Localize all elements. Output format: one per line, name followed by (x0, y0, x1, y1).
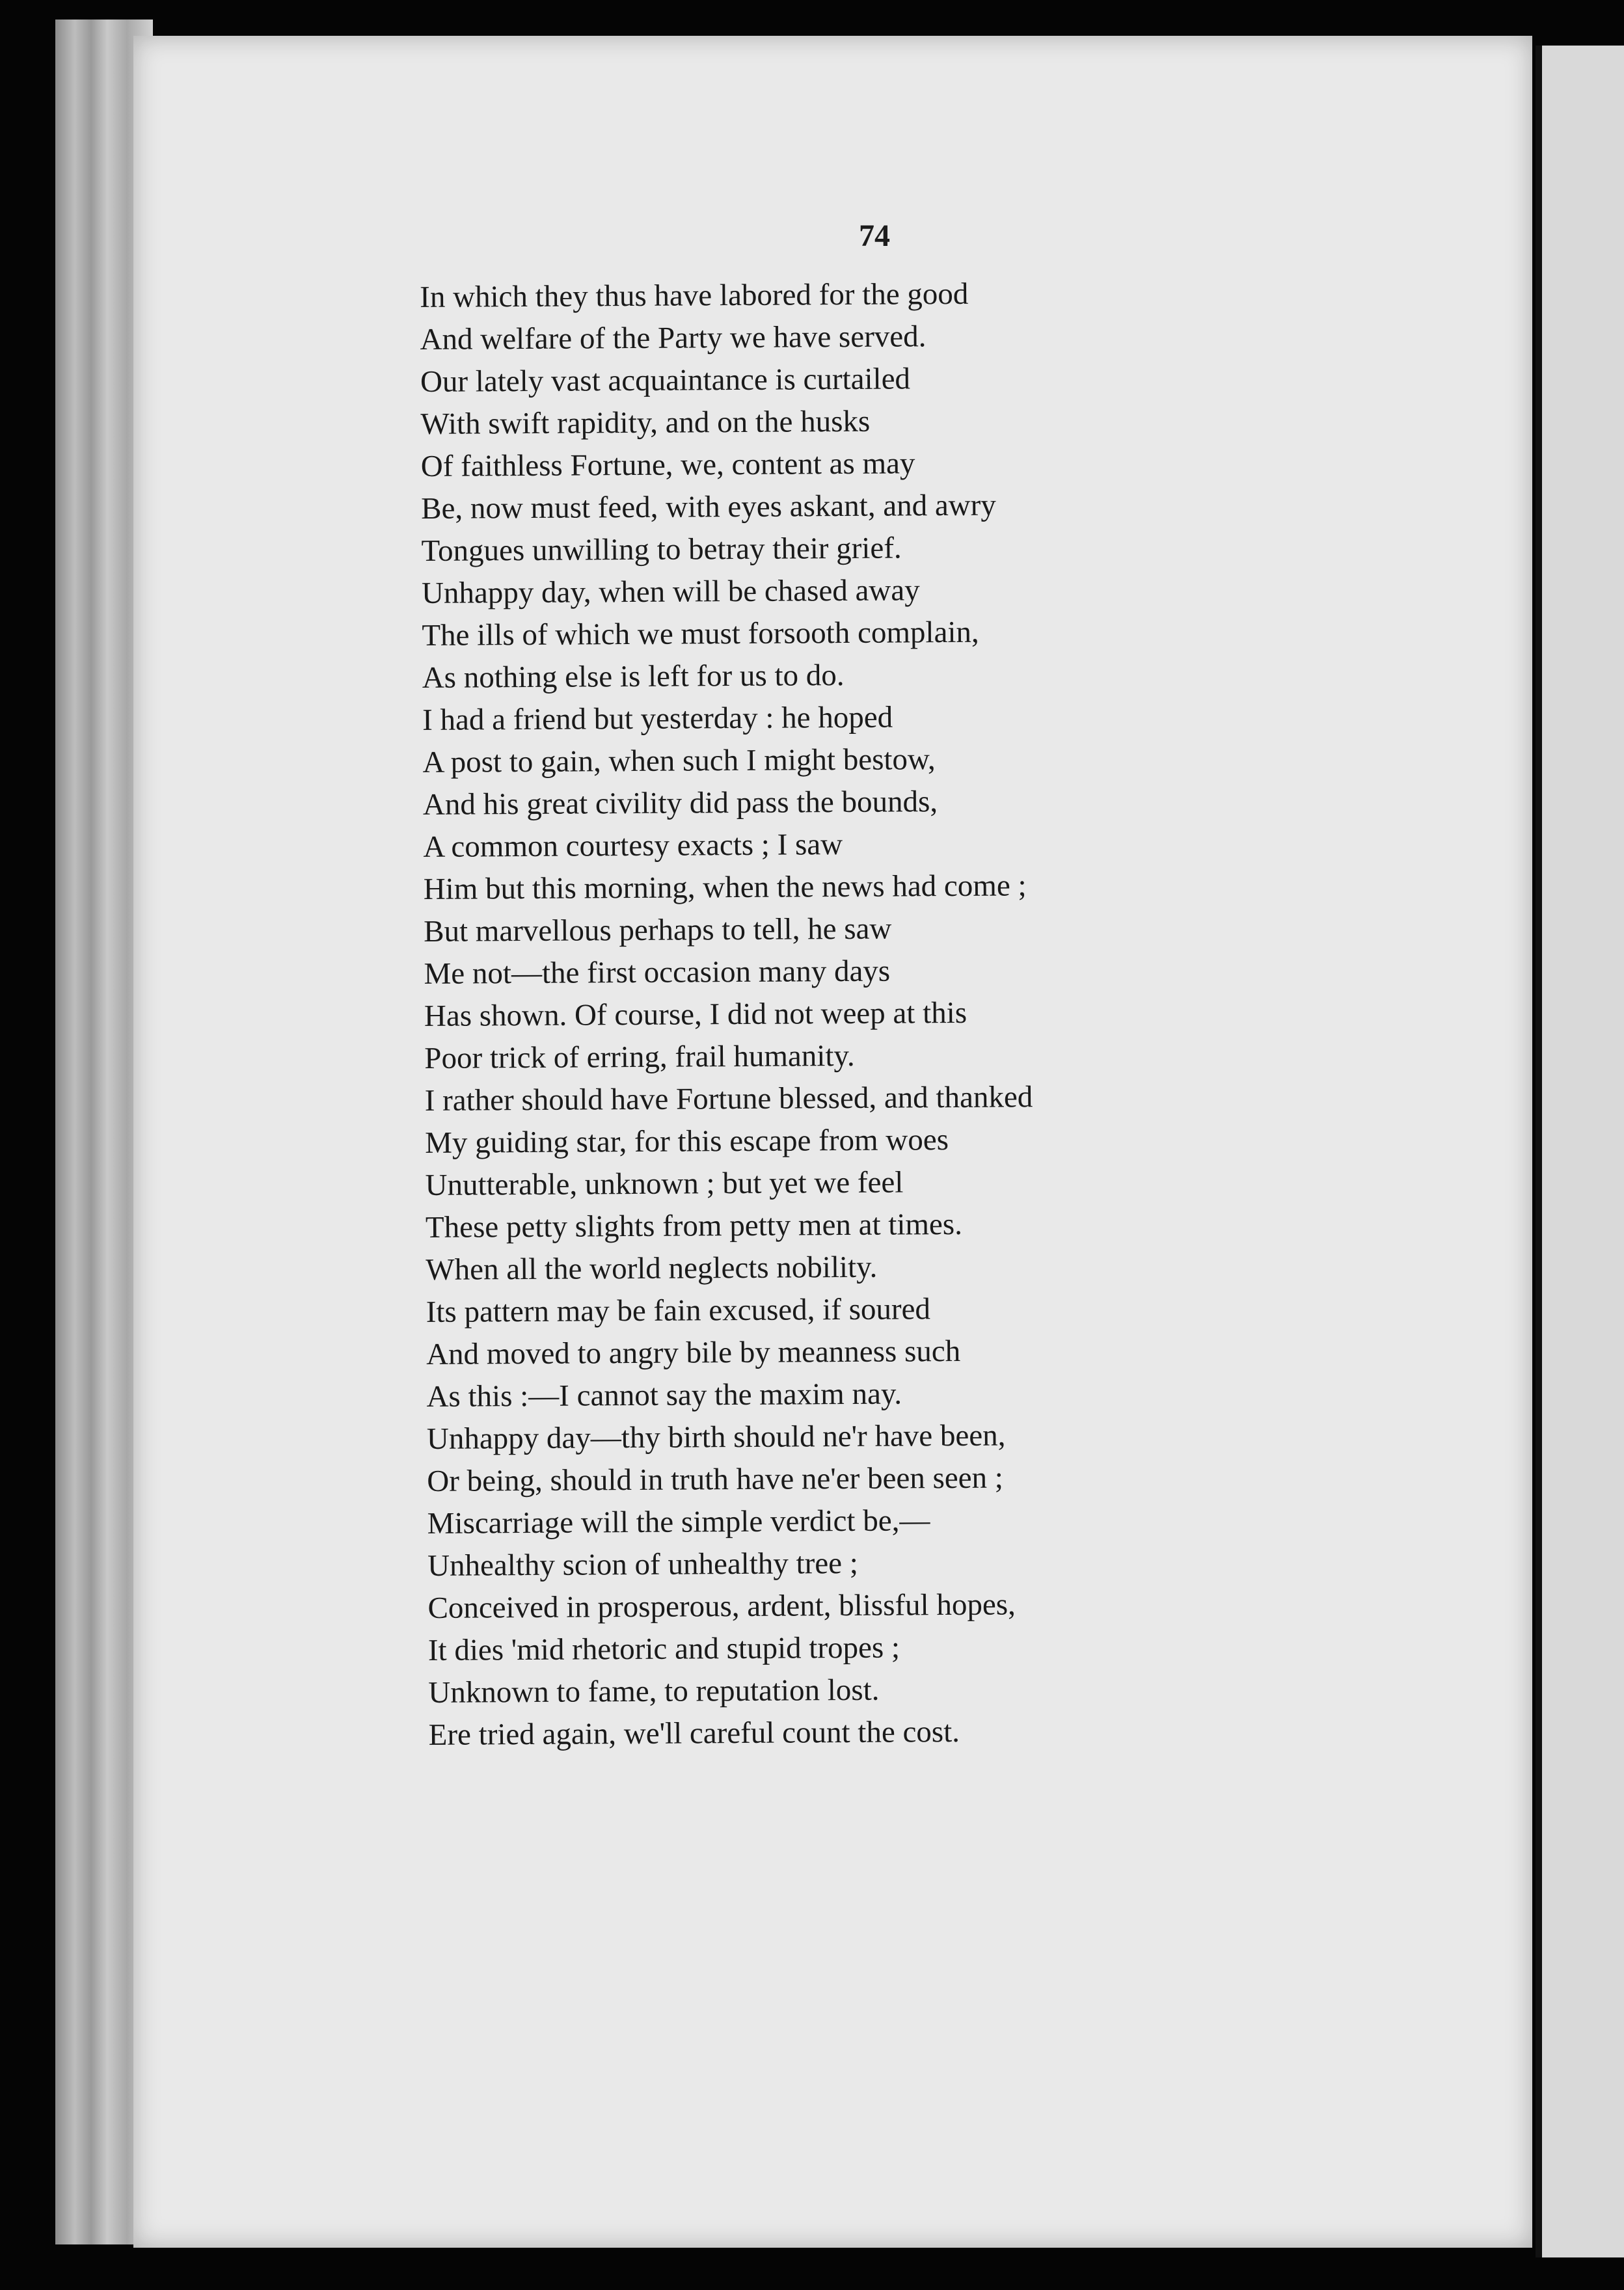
poem-line: Or being, should in truth have ne'er been seen ; (427, 1461, 1004, 1498)
poem-line: My guiding star, for this escape from woes (424, 1123, 949, 1160)
poem-line: As this :—I cannot say the maxim nay. (426, 1377, 902, 1414)
poem-line: Conceived in prosperous, ardent, blissful hopes, (427, 1587, 1016, 1625)
poem-line: But marvellous perhaps to tell, he saw (423, 911, 892, 949)
page-number: 74 (859, 219, 890, 253)
poem-line: Me not—the first occasion many days (424, 954, 891, 991)
poem-line: A common courtesy exacts ; I saw (423, 828, 843, 864)
poem-line: Unutterable, unknown ; but yet we feel (425, 1165, 904, 1202)
poem-line: Its pattern may be fain excused, if soured (426, 1292, 931, 1329)
poem-line: Poor trick of erring, frail humanity. (424, 1038, 855, 1075)
poem-line: With swift rapidity, and on the husks (420, 404, 871, 441)
poem-line: And welfare of the Party we have served. (420, 319, 927, 357)
poem-line: Of faithless Fortune, we, content as may (420, 446, 915, 483)
poem-line: And moved to angry bile by meanness such (426, 1334, 961, 1371)
poem-line: I rather should have Fortune blessed, and thanked (424, 1080, 1033, 1118)
poem-text (420, 270, 1535, 1757)
poem-line: Unhealthy scion of unhealthy tree ; (427, 1546, 858, 1583)
poem-line: I had a friend but yesterday : he hoped (422, 700, 893, 737)
poem-line: In which they thus have labored for the good (420, 276, 969, 314)
poem-line: Be, now must feed, with eyes askant, and awry (421, 488, 996, 526)
poem-line: Him but this morning, when the news had come ; (423, 869, 1027, 906)
poem-line: As nothing else is left for us to do. (422, 658, 845, 695)
poem-line: And his great civility did pass the bounds, (422, 785, 938, 822)
poem-line: These petty slights from petty men at times. (425, 1207, 963, 1245)
facing-page-edge (1536, 46, 1624, 2257)
poem-line: When all the world neglects nobility. (426, 1250, 878, 1287)
poem-line: Unhappy day—thy birth should ne'r have been, (426, 1418, 1006, 1456)
poem-line: Miscarriage will the simple verdict be,— (427, 1503, 930, 1541)
poem-line: Our lately vast acquaintance is curtailed (420, 362, 911, 399)
poem-line: Has shown. Of course, I did not weep at this (424, 995, 968, 1033)
poem-line: Tongues unwilling to betray their grief. (421, 531, 902, 568)
poem-line: A post to gain, when such I might bestow, (422, 742, 936, 779)
poem-line: Unknown to fame, to reputation lost. (428, 1673, 880, 1710)
poem-line: It dies 'mid rhetoric and stupid tropes ; (427, 1630, 900, 1667)
poem-line: The ills of which we must forsooth complain, (422, 615, 979, 653)
poem-line: Unhappy day, when will be chased away (421, 573, 920, 610)
poem-line: Ere tried again, we'll careful count the cost. (428, 1714, 960, 1752)
